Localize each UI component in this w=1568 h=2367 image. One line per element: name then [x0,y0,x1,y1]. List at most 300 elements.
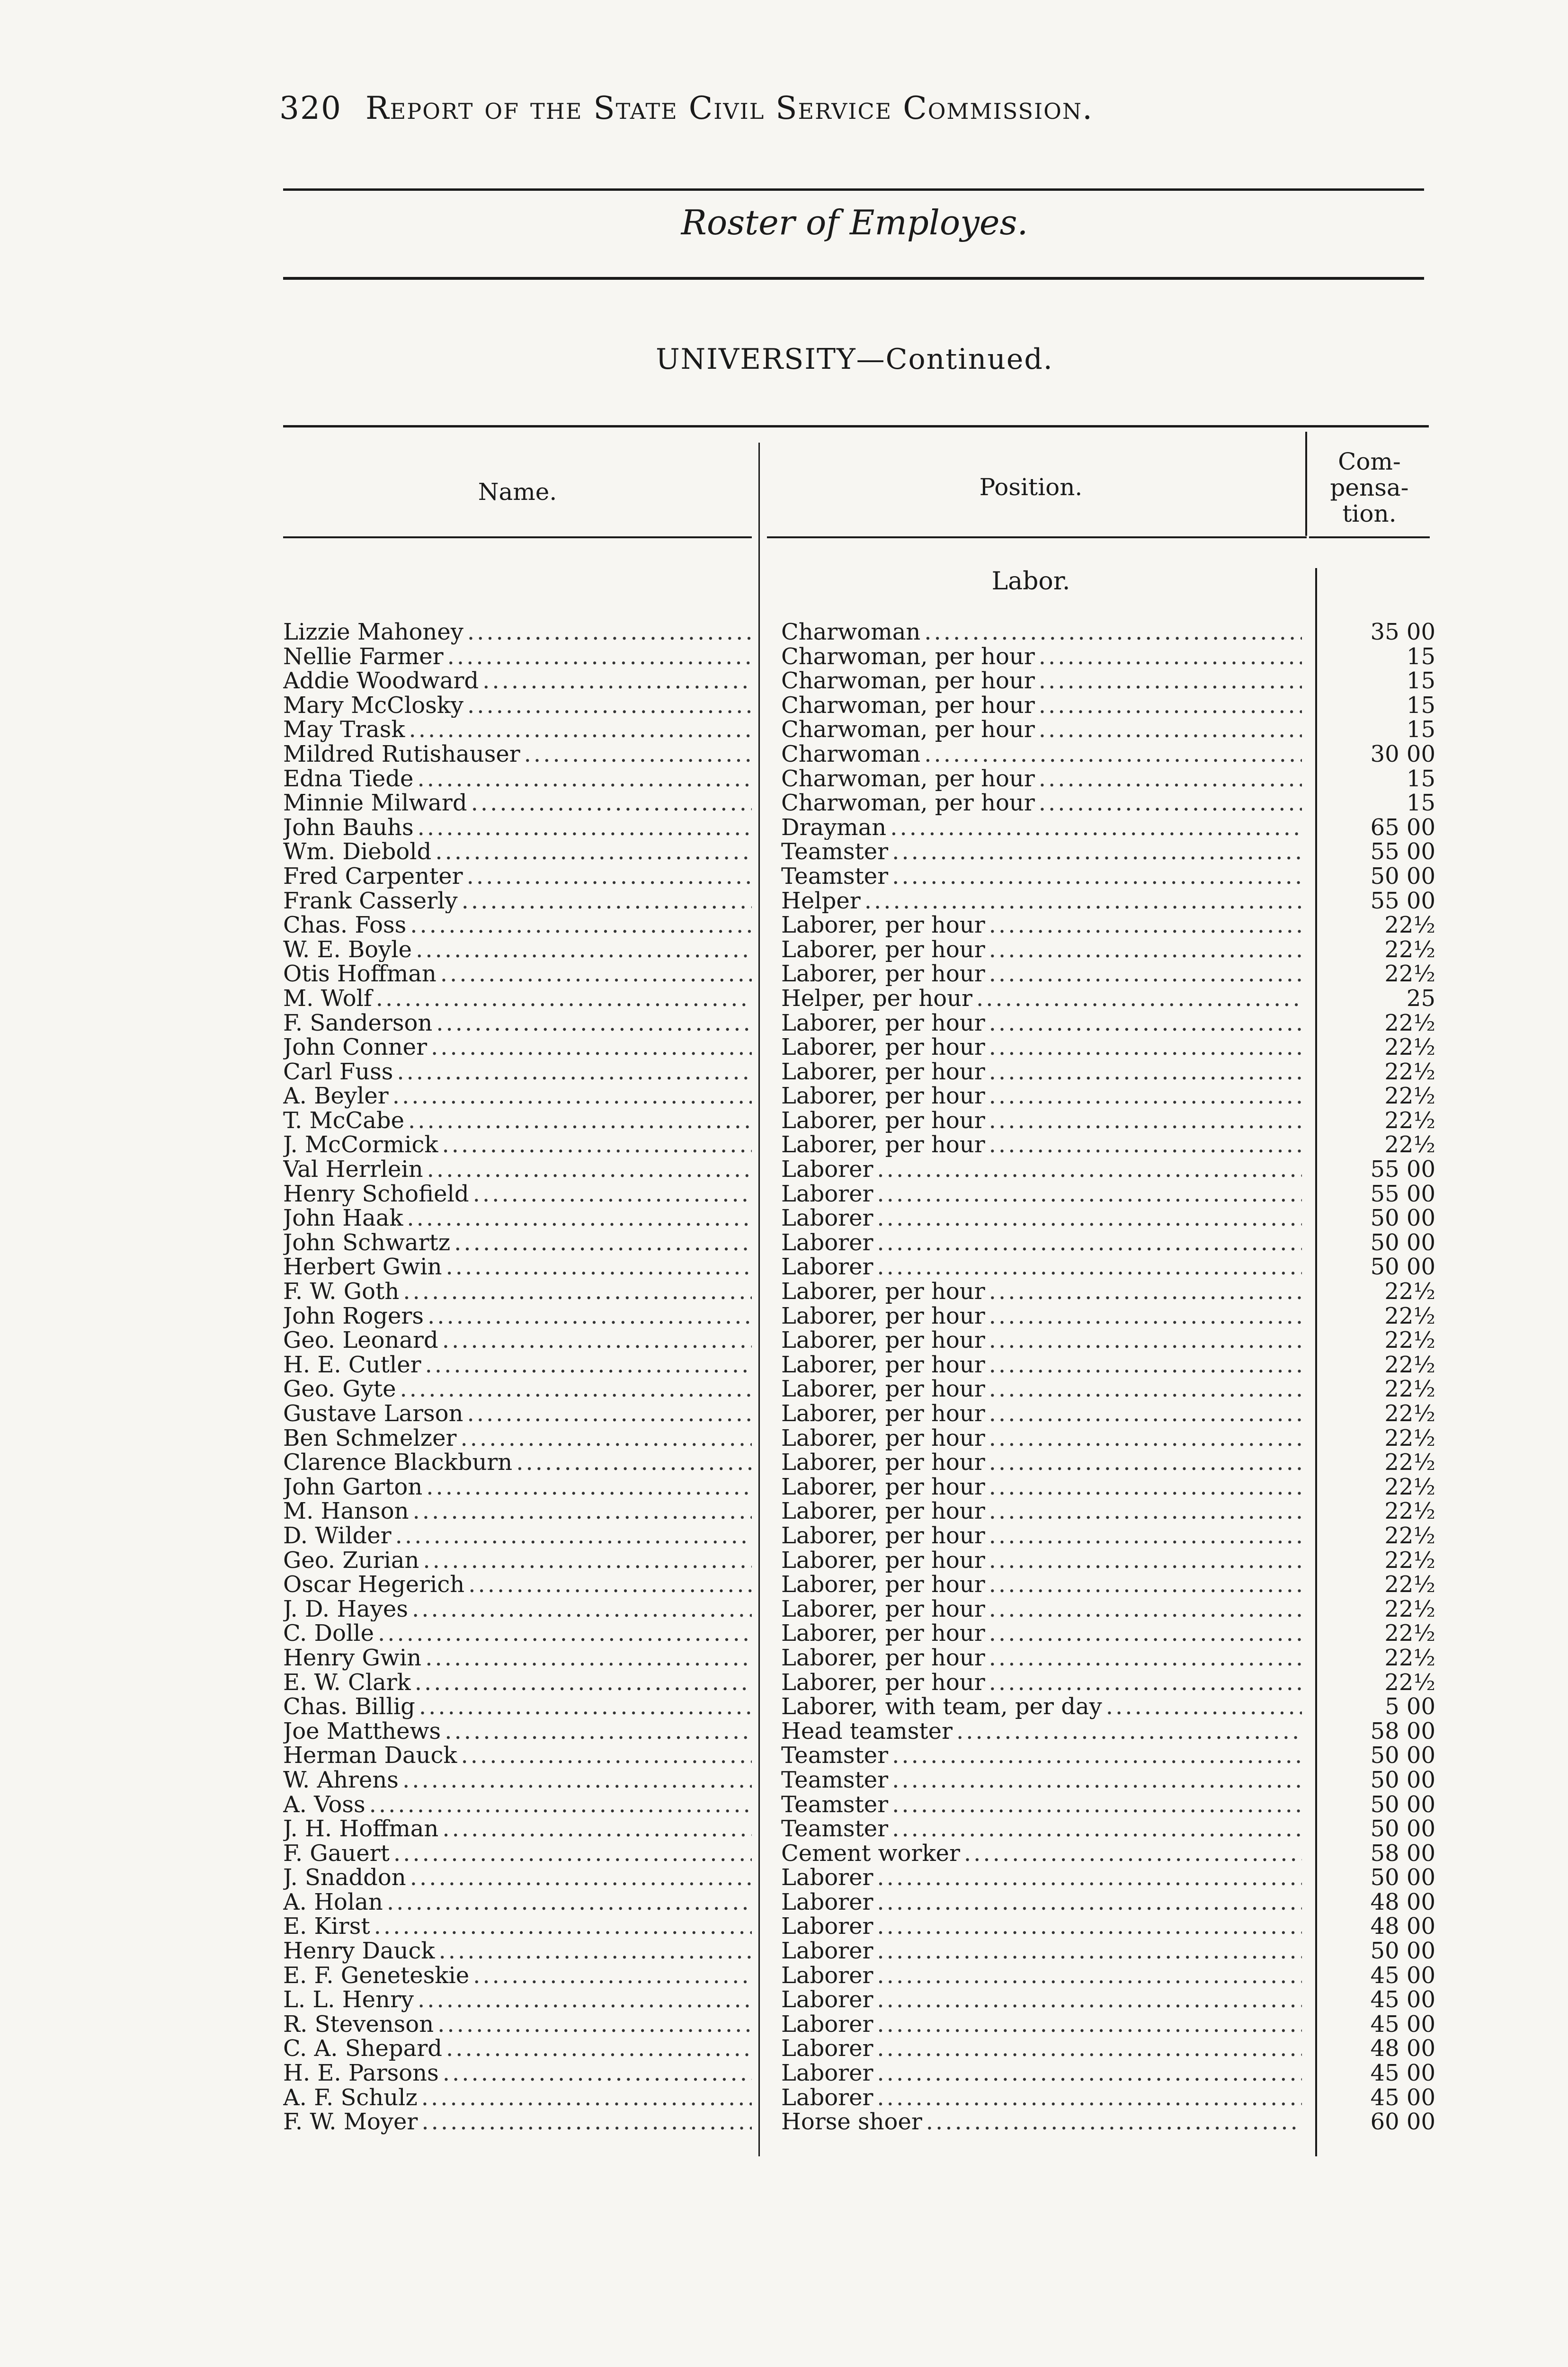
position-cell [781,1328,1302,1353]
employee-compensation: 22½ [1384,1353,1435,1378]
dot-leader [393,1842,752,1866]
employee-name: Geo. Leonard [283,1328,438,1353]
dot-leader [892,864,1302,889]
table-row [0,767,1568,792]
table-row [0,840,1568,864]
position-cell [781,840,1302,864]
employee-name: John Garton [283,1475,423,1500]
employee-name: M. Wolf [283,986,372,1011]
employee-compensation: 48 00 [1370,2037,1435,2062]
employee-compensation: 5 00 [1385,1695,1435,1719]
employee-name: E. W. Clark [283,1670,411,1695]
dot-leader [409,718,752,742]
dot-leader [415,1671,752,1695]
position-cell [781,987,1302,1011]
name-cell [283,889,752,914]
employee-compensation: 22½ [1384,1621,1435,1646]
dot-leader [473,1182,752,1207]
name-cell [283,840,752,864]
employee-name: R. Stevenson [283,2012,434,2037]
position-cell [781,1450,1302,1475]
compensation-cell [1311,864,1435,889]
dot-leader [924,620,1302,645]
compensation-cell [1311,1817,1435,1842]
table-row [0,864,1568,889]
dot-leader [989,1426,1302,1451]
employee-compensation: 22½ [1384,1523,1435,1548]
position-cell [781,1695,1302,1719]
dot-leader [397,1060,752,1085]
employee-position: Teamster [781,1768,889,1793]
employee-compensation: 22½ [1384,937,1435,962]
table-row [0,1914,1568,1939]
position-cell [781,742,1302,767]
employee-position: Laborer, per hour [781,1377,985,1402]
employee-position: Laborer, per hour [781,1426,985,1451]
compensation-cell [1311,816,1435,840]
employee-name: F. Gauert [283,1841,390,1866]
employee-compensation: 50 00 [1370,1206,1435,1231]
table-row [0,1133,1568,1157]
dot-leader [890,816,1302,840]
position-cell [781,1768,1302,1793]
employee-position: Laborer, per hour [781,1621,985,1646]
employee-name: Otis Hoffman [283,962,437,987]
compensation-cell [1311,1402,1435,1426]
employee-name: M. Hanson [283,1499,409,1524]
dot-leader [460,1426,752,1451]
employee-name: Herbert Gwin [283,1255,442,1280]
dot-leader [446,1255,752,1280]
name-cell [283,2086,752,2110]
position-cell [781,1939,1302,1964]
name-cell [283,1084,752,1109]
employee-position: Laborer, per hour [781,1573,985,1597]
dot-leader [407,1206,752,1231]
dot-leader [421,2110,752,2135]
employee-compensation: 58 00 [1370,1719,1435,1744]
table-row [0,1548,1568,1573]
dot-leader [473,1964,752,1988]
table-row [0,1450,1568,1475]
dot-leader [989,1671,1302,1695]
header-rule-position [767,536,1307,538]
employee-name: E. F. Geneteskie [283,1963,470,1988]
top-rule [283,188,1424,191]
employee-position: Laborer [781,1890,873,1915]
compensation-cell [1311,1744,1435,1768]
compensation-cell [1311,1939,1435,1964]
employee-compensation: 22½ [1384,1328,1435,1353]
employee-position: Laborer, per hour [781,1402,985,1426]
employee-compensation: 22½ [1384,1475,1435,1500]
position-cell [781,938,1302,962]
employee-name: Minnie Milward [283,791,467,816]
compensation-header-line-1: Com- [1338,448,1401,475]
dot-leader [416,938,752,962]
dot-leader [877,2012,1302,2037]
employee-name: J. H. Hoffman [283,1817,439,1842]
compensation-cell [1311,913,1435,938]
position-cell [781,1914,1302,1939]
position-cell [781,1426,1302,1451]
employee-position: Teamster [781,864,889,889]
position-cell [781,1964,1302,1988]
table-row [0,2086,1568,2110]
table-row [0,1744,1568,1768]
name-cell [283,1768,752,1793]
employee-position: Laborer, per hour [781,1597,985,1622]
dot-leader [877,1988,1302,2012]
employee-compensation: 55 00 [1370,889,1435,914]
compensation-cell [1311,1621,1435,1646]
table-row [0,1573,1568,1597]
dot-leader [989,1353,1302,1378]
name-cell [283,987,752,1011]
employee-compensation: 50 00 [1370,1817,1435,1842]
dot-leader [440,962,752,987]
employee-compensation: 22½ [1384,1450,1435,1475]
employee-compensation: 22½ [1384,1426,1435,1451]
dot-leader [369,1793,752,1817]
position-cell [781,2086,1302,2110]
dot-leader [482,669,752,694]
name-cell [283,1060,752,1085]
name-cell [283,1402,752,1426]
employee-position: Laborer [781,2061,873,2086]
position-cell [781,1842,1302,1866]
table-row [0,1671,1568,1695]
name-cell [283,1671,752,1695]
employee-name: Edna Tiede [283,766,414,792]
dot-leader [877,2061,1302,2086]
position-cell [781,620,1302,645]
employee-name: Lizzie Mahoney [283,620,463,645]
table-row [0,645,1568,669]
compensation-cell [1311,1231,1435,1255]
employee-position: Laborer, per hour [781,913,985,938]
table-row [0,1817,1568,1842]
dot-leader [408,1109,752,1133]
table-row [0,1109,1568,1133]
position-cell [781,1573,1302,1597]
dot-leader [989,1499,1302,1524]
name-cell [283,1011,752,1036]
employee-name: C. Dolle [283,1621,374,1646]
position-cell [781,1377,1302,1402]
employee-compensation: 25 [1406,986,1435,1011]
dot-leader [446,2037,752,2061]
table-row [0,962,1568,987]
name-cell [283,1524,752,1548]
header-rule-name [283,536,752,538]
dot-leader [374,1914,752,1939]
name-cell [283,1621,752,1646]
employee-position: Laborer [781,1157,873,1182]
employee-name: Ben Schmelzer [283,1426,457,1451]
employee-position: Cement worker [781,1841,960,1866]
dot-leader [413,1499,752,1524]
dot-leader [437,2012,752,2037]
table-row [0,987,1568,1011]
dot-leader [423,1548,752,1573]
employee-compensation: 50 00 [1370,864,1435,889]
name-cell [283,645,752,669]
dot-leader [425,1353,752,1378]
compensation-cell [1311,2061,1435,2086]
position-cell [781,694,1302,718]
compensation-cell [1311,669,1435,694]
employee-name: E. Kirst [283,1914,370,1940]
table-row [0,1182,1568,1207]
table-row [0,1866,1568,1890]
employee-compensation: 22½ [1384,1035,1435,1060]
compensation-cell [1311,987,1435,1011]
name-cell [283,1255,752,1280]
compensation-cell [1311,1426,1435,1451]
employee-position: Laborer, per hour [781,1450,985,1475]
employee-position: Laborer, per hour [781,937,985,962]
compensation-header-line-3: tion. [1342,500,1397,527]
dot-leader [395,1524,752,1548]
dot-leader [443,2061,752,2086]
table-row [0,1011,1568,1036]
compensation-cell [1311,1914,1435,1939]
employee-name: W. Ahrens [283,1768,399,1793]
employee-name: Frank Casserly [283,889,458,914]
dot-leader [412,1597,752,1622]
dot-leader [392,1084,752,1109]
dot-leader [410,1866,752,1890]
employee-compensation: 22½ [1384,1597,1435,1622]
employee-compensation: 45 00 [1370,1988,1435,2012]
dot-leader [877,1914,1302,1939]
compensation-cell [1311,1035,1435,1060]
employee-compensation: 22½ [1384,1573,1435,1597]
position-cell [781,1646,1302,1671]
employee-name: H. E. Cutler [283,1353,421,1378]
dot-leader [410,913,752,938]
employee-position: Charwoman, per hour [781,718,1035,742]
employee-name: Geo. Zurian [283,1548,419,1573]
employee-name: C. A. Shepard [283,2037,442,2062]
name-cell [283,1719,752,1744]
position-cell [781,2110,1302,2135]
employee-compensation: 22½ [1384,1646,1435,1671]
dot-leader [989,938,1302,962]
employee-compensation: 50 00 [1370,1768,1435,1793]
name-cell [283,1842,752,1866]
employee-compensation: 15 [1406,693,1435,718]
employee-name: W. E. Boyle [283,937,412,962]
position-cell [781,1671,1302,1695]
employee-position: Charwoman [781,620,921,645]
table-row [0,1060,1568,1085]
compensation-cell [1311,1377,1435,1402]
employee-name: L. L. Henry [283,1988,414,2012]
name-cell [283,1573,752,1597]
position-cell [781,767,1302,792]
name-cell [283,1939,752,1964]
compensation-cell [1311,1011,1435,1036]
employee-name: Oscar Hegerich [283,1573,465,1597]
name-cell [283,2110,752,2135]
dot-leader [989,1328,1302,1353]
position-cell [781,1890,1302,1915]
compensation-cell [1311,1597,1435,1622]
employee-name: A. F. Schulz [283,2085,418,2110]
employee-compensation: 22½ [1384,1011,1435,1036]
dot-leader [877,1866,1302,1890]
position-cell [781,1182,1302,1207]
table-row [0,913,1568,938]
employee-position: Teamster [781,1817,889,1842]
dot-leader [378,1621,752,1646]
name-cell [283,1353,752,1378]
table-row [0,2037,1568,2061]
employee-name: Mary McClosky [283,693,463,718]
name-cell [283,1109,752,1133]
name-cell [283,816,752,840]
employee-position: Laborer [781,1182,873,1207]
dot-leader [421,2086,752,2110]
compensation-cell [1311,791,1435,816]
table-row [0,2012,1568,2037]
employee-position: Laborer, per hour [781,1280,985,1304]
employee-name: Mildred Rutishauser [283,742,520,767]
roster-table [0,620,1568,2135]
column-divider-position [1305,432,1307,536]
subtitle-rule [283,277,1424,280]
compensation-cell [1311,1182,1435,1207]
name-cell [283,1988,752,2012]
dot-leader [461,1744,752,1768]
employee-compensation: 15 [1406,791,1435,816]
employee-name: John Schwartz [283,1230,451,1255]
employee-position: Laborer, per hour [781,1646,985,1671]
table-row [0,1793,1568,1817]
compensation-cell [1311,1084,1435,1109]
employee-position: Laborer [781,1866,873,1890]
name-cell [283,1695,752,1719]
employee-name: F. W. Moyer [283,2110,418,2135]
dot-leader [877,2086,1302,2110]
name-cell [283,1597,752,1622]
employee-position: Laborer, per hour [781,1011,985,1036]
position-cell [781,1719,1302,1744]
header-rule-compensation [1309,536,1430,538]
dot-leader [426,1475,752,1500]
employee-position: Laborer [781,1914,873,1940]
dot-leader [1039,718,1302,742]
name-cell [283,1817,752,1842]
employee-name: Joe Matthews [283,1719,441,1744]
employee-position: Laborer, per hour [781,1059,985,1085]
employee-name: F. W. Goth [283,1280,400,1304]
position-cell [781,1402,1302,1426]
table-row [0,791,1568,816]
compensation-cell [1311,1060,1435,1085]
name-cell [283,1231,752,1255]
name-cell [283,742,752,767]
dot-leader [877,1939,1302,1964]
table-row [0,1206,1568,1231]
employee-compensation: 58 00 [1370,1841,1435,1866]
employee-position: Laborer, per hour [781,1133,985,1158]
dot-leader [516,1450,752,1475]
employee-position: Charwoman, per hour [781,644,1035,669]
employee-compensation: 15 [1406,766,1435,792]
table-row [0,1695,1568,1719]
name-cell [283,694,752,718]
dot-leader [467,1402,752,1426]
employee-position: Laborer, per hour [781,1084,985,1109]
employee-name: Geo. Gyte [283,1377,396,1402]
table-row [0,1939,1568,1964]
table-row [0,1280,1568,1304]
employee-position: Horse shoer [781,2110,922,2135]
dot-leader [435,840,752,864]
position-cell [781,1035,1302,1060]
employee-compensation: 22½ [1384,1402,1435,1426]
name-cell [283,767,752,792]
dot-leader [926,2110,1302,2135]
name-cell [283,1548,752,1573]
dot-leader [445,1719,752,1744]
compensation-cell [1311,2012,1435,2037]
dot-leader [989,1084,1302,1109]
dot-leader [877,1964,1302,1988]
name-cell [283,864,752,889]
compensation-cell [1311,1109,1435,1133]
table-row [0,1646,1568,1671]
dot-leader [989,1133,1302,1157]
compensation-cell [1311,1280,1435,1304]
dot-leader [877,1231,1302,1255]
employee-position: Charwoman, per hour [781,766,1035,792]
employee-compensation: 45 00 [1370,2061,1435,2086]
compensation-cell [1311,1695,1435,1719]
dot-leader [989,962,1302,987]
name-cell [283,1206,752,1231]
dot-leader [877,2037,1302,2061]
employee-position: Laborer, per hour [781,1304,985,1329]
employee-compensation: 15 [1406,644,1435,669]
position-cell [781,1109,1302,1133]
table-row [0,1719,1568,1744]
position-cell [781,669,1302,694]
name-cell [283,1377,752,1402]
name-cell [283,620,752,645]
compensation-cell [1311,1573,1435,1597]
dot-leader [425,1646,752,1671]
employee-position: Laborer, per hour [781,1328,985,1353]
employee-name: Fred Carpenter [283,864,463,889]
compensation-cell [1311,1499,1435,1524]
dot-leader [442,1328,752,1353]
employee-compensation: 22½ [1384,962,1435,987]
dot-leader [447,645,752,669]
dot-leader [989,1450,1302,1475]
name-cell [283,962,752,987]
name-cell [283,791,752,816]
compensation-cell [1311,1524,1435,1548]
employee-compensation: 22½ [1384,1548,1435,1573]
position-cell [781,1206,1302,1231]
dot-leader [989,1475,1302,1500]
dot-leader [462,889,752,914]
dot-leader [1039,694,1302,718]
